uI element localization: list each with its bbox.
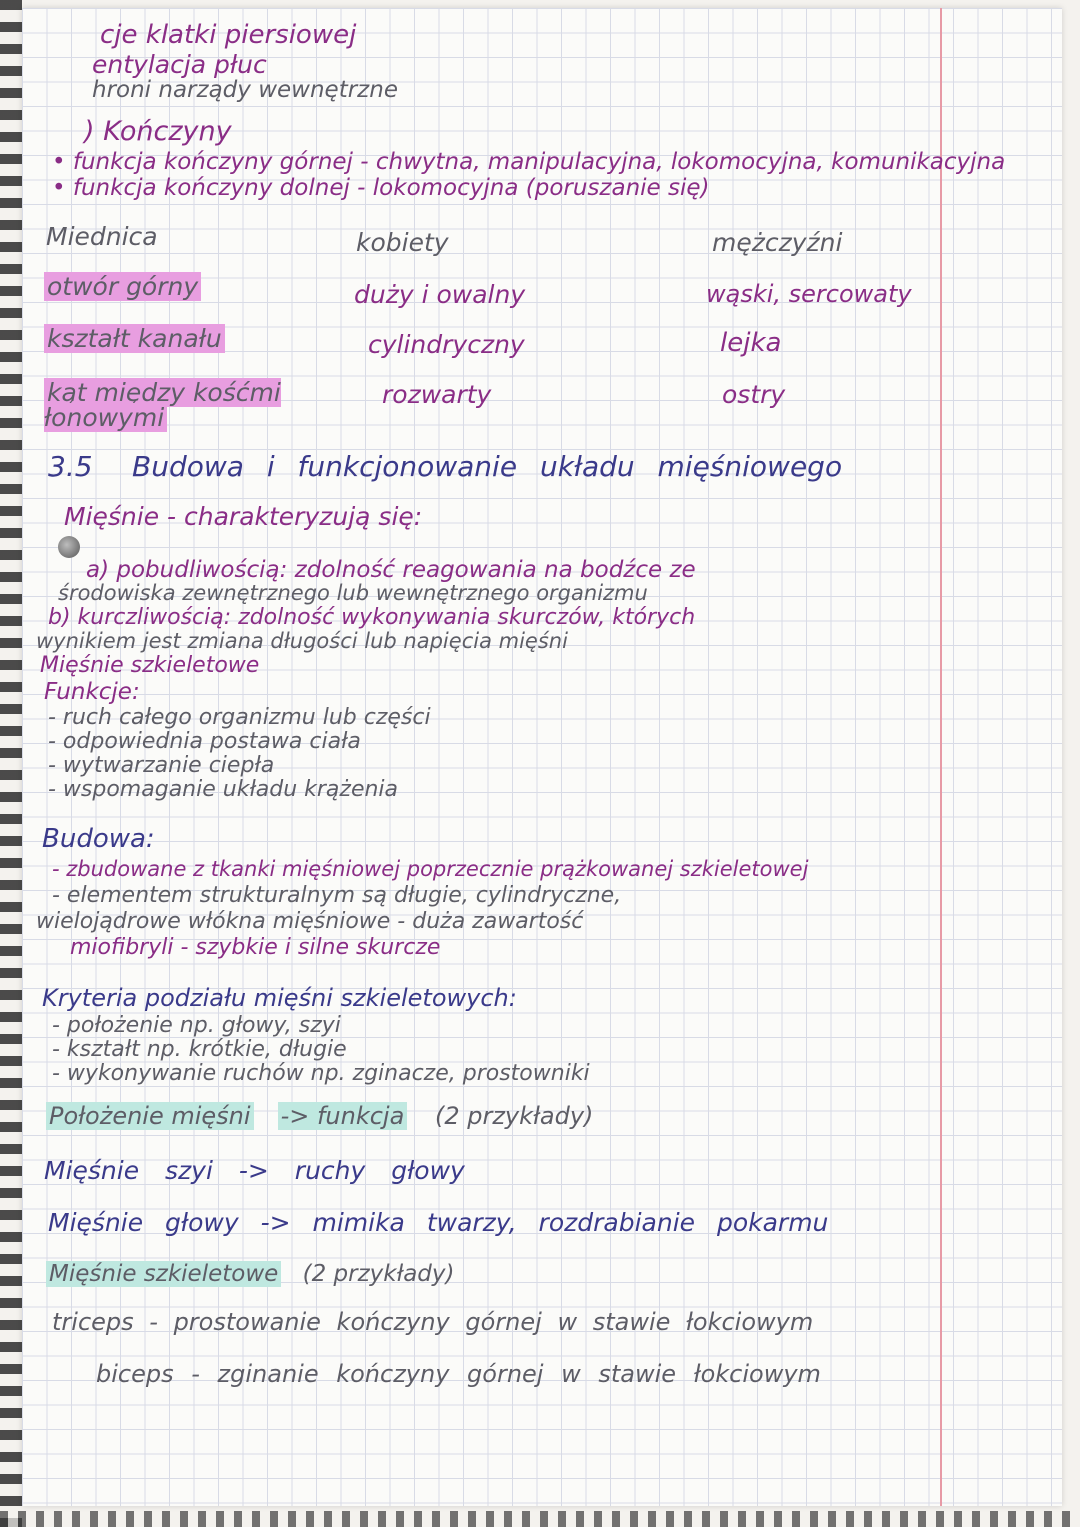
neck-muscles-line: Mięśnie szyi -> ruchy głowy: [44, 1156, 465, 1185]
limbs-lower-function: • funkcja kończyny dolnej - lokomocyjna (poruszanie się): [52, 175, 710, 201]
property-b-line-1: b) kurczliwością: zdolność wykonywania skurczów, których: [48, 605, 696, 630]
head-muscles-line: Mięśnie głowy -> mimika twarzy, rozdrabianie pokarmu: [48, 1208, 829, 1237]
pelvis-header-label: Miednica: [46, 222, 158, 251]
criteria-item: - położenie np. głowy, szyi: [52, 1013, 341, 1038]
biceps-line: biceps - zginanie kończyny górnej w stawie łokciowym: [96, 1360, 821, 1388]
criteria-item: - wykonywanie ruchów np. zginacze, prostowniki: [52, 1061, 590, 1086]
pelvis-row-female: duży i owalny: [354, 280, 526, 309]
function-item: - ruch całego organizmu lub części: [48, 705, 431, 730]
notebook-spiral-edge: [0, 0, 22, 1527]
pelvis-row-label: kąt między kośćmi łonowymi: [44, 378, 281, 432]
pelvis-row-male: wąski, sercowaty: [706, 280, 912, 308]
muscles-intro: Mięśnie - charakteryzują się:: [64, 502, 423, 531]
function-item: - wytwarzanie ciepła: [48, 753, 275, 778]
pelvis-row-male: lejka: [720, 328, 782, 358]
property-b-line-2: wynikiem jest zmiana długości lub napięcia mięśni: [36, 629, 568, 653]
pelvis-row-male: ostry: [722, 380, 786, 409]
criteria-heading: Kryteria podziału mięśni szkieletowych:: [42, 984, 517, 1012]
structure-line: miofibryli - szybkie i silne skurcze: [70, 935, 441, 960]
structure-line: wielojądrowe włókna mięśniowe - duża zawartość: [36, 909, 584, 934]
location-heading: Położenie mięśni -> funkcja (2 przykłady): [46, 1104, 593, 1129]
pelvis-row-female: rozwarty: [382, 380, 492, 409]
function-item: - odpowiednia postawa ciała: [48, 729, 361, 754]
function-item: - wspomaganie układu krążenia: [48, 777, 399, 802]
structure-heading: Budowa:: [42, 824, 155, 854]
pelvis-row-female: cylindryczny: [368, 330, 525, 359]
top-line-1: cje klatki piersiowej: [100, 20, 357, 50]
functions-heading: Funkcje:: [44, 679, 140, 705]
skeletal-muscles-heading: Mięśnie szkieletowe: [40, 653, 260, 678]
margin-line: [940, 8, 942, 1506]
property-a-line-1: a) pobudliwością: zdolność reagowania na bodźce ze: [86, 557, 696, 583]
triceps-line: triceps - prostowanie kończyny górnej w stawie łokciowym: [52, 1308, 814, 1336]
bullet-icon: [58, 536, 80, 558]
pelvis-row-label: otwór górny: [44, 274, 201, 300]
criteria-item: - kształt np. krótkie, długie: [52, 1037, 347, 1062]
section-title: Budowa i funkcjonowanie układu mięśniowego: [132, 450, 843, 483]
skeletal-examples-heading: Mięśnie szkieletowe (2 przykłady): [46, 1262, 454, 1286]
structure-line: - zbudowane z tkanki mięśniowej poprzecznie prążkowanej szkieletowej: [52, 857, 809, 881]
notebook-page: [22, 8, 1062, 1506]
limbs-heading: ) Kończyny: [84, 116, 232, 147]
pelvis-row-label: kształt kanału: [44, 326, 225, 352]
notebook-bottom-edge: [0, 1511, 1080, 1527]
limbs-upper-function: • funkcja kończyny górnej - chwytna, manipulacyjna, lokomocyjna, komunikacyjna: [52, 149, 1006, 175]
pelvis-header-male: mężczyźni: [712, 228, 843, 257]
top-line-2: entylacja płuc: [92, 50, 267, 79]
section-number: 3.5: [48, 450, 93, 483]
pelvis-header-female: kobiety: [356, 228, 449, 257]
property-a-line-2: środowiska zewnętrznego lub wewnętrznego organizmu: [58, 581, 648, 605]
structure-line: - elementem strukturalnym są długie, cylindryczne,: [52, 883, 622, 908]
top-line-3: hroni narządy wewnętrzne: [92, 77, 398, 103]
